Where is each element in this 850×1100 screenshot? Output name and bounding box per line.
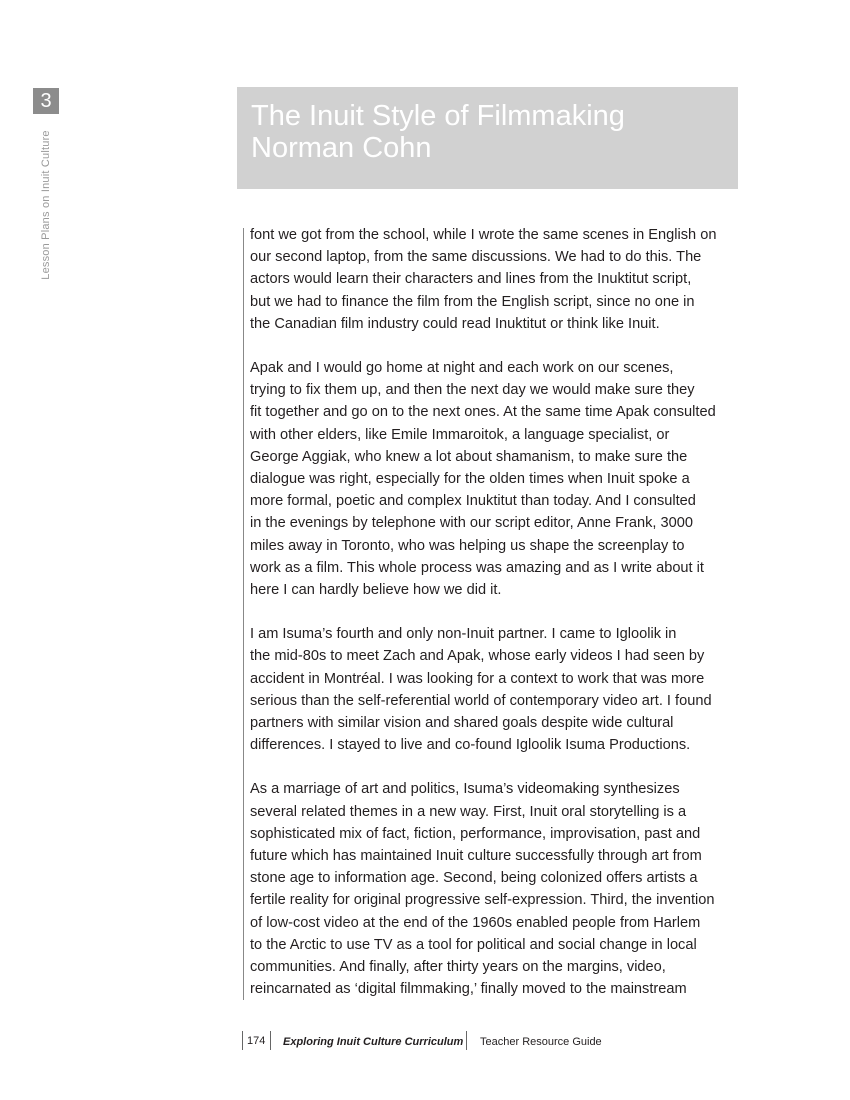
text-line: As a marriage of art and politics, Isuma’s videomaking synthesizes — [250, 781, 680, 798]
footer-divider — [242, 1031, 243, 1050]
text-line: George Aggiak, who knew a lot about shamanism, to make sure the — [250, 448, 688, 465]
text-line: partners with similar vision and shared goals despite wide cultural — [250, 715, 674, 732]
text-line: serious than the self-referential world of contemporary video art. I found — [250, 692, 712, 709]
text-line: in the evenings by telephone with our script editor, Anne Frank, 3000 — [250, 515, 693, 532]
text-line: the Canadian film industry could read Inuktitut or think like Inuit. — [250, 315, 660, 332]
text-line: reincarnated as ‘digital filmmaking,’ finally moved to the mainstream — [250, 981, 687, 998]
text-line: our second laptop, from the same discussions. We had to do this. The — [250, 249, 702, 266]
text-line: accident in Montréal. I was looking for a context to work that was more — [250, 670, 705, 687]
text-line: differences. I stayed to live and co-found Igloolik Isuma Productions. — [250, 737, 691, 754]
text-line: more formal, poetic and complex Inuktitut than today. And I consulted — [250, 493, 696, 510]
text-line: dialogue was right, especially for the olden times when Inuit spoke a — [250, 471, 690, 488]
page-number: 174 — [247, 1035, 266, 1047]
text-line: stone age to information age. Second, being colonized offers artists a — [250, 870, 698, 887]
text-line: with other elders, like Emile Immaroitok, a language specialist, or — [250, 426, 670, 443]
text-line: fit together and go on to the next ones. At the same time Apak consulted — [250, 404, 716, 421]
text-line: miles away in Toronto, who was helping us shape the screenplay to — [250, 537, 685, 554]
page-footer — [0, 1031, 850, 1053]
text-line: font we got from the school, while I wrote the same scenes in English on — [250, 227, 717, 243]
footer-divider — [466, 1031, 467, 1050]
page-author: Norman Cohn — [251, 132, 432, 164]
text-line: future which has maintained Inuit culture successfully through art from — [250, 848, 702, 865]
text-line: several related themes in a new way. First, Inuit oral storytelling is a — [250, 803, 687, 820]
text-line: to the Arctic to use TV as a tool for political and social change in local — [250, 936, 697, 953]
text-line: actors would learn their characters and lines from the Inuktitut script, — [250, 271, 692, 288]
body-text — [250, 224, 740, 1023]
body-left-rule — [243, 228, 244, 1000]
paragraph — [250, 224, 740, 335]
paragraph — [250, 623, 740, 756]
text-line: sophisticated mix of fact, fiction, performance, improvisation, past and — [250, 825, 701, 842]
text-line: here I can hardly believe how we did it. — [250, 582, 502, 599]
publication-title: Exploring Inuit Culture Curriculum — [283, 1036, 464, 1048]
text-line: the mid-80s to meet Zach and Apak, whose early videos I had seen by — [250, 648, 705, 665]
publication-subtitle: Teacher Resource Guide — [480, 1036, 602, 1048]
paragraph — [250, 357, 740, 601]
text-line: but we had to finance the film from the English script, since no one in — [250, 293, 695, 310]
page-title: The Inuit Style of Filmmaking — [251, 100, 625, 132]
text-line: trying to fix them up, and then the next day we would make sure they — [250, 382, 695, 399]
text-line: I am Isuma’s fourth and only non-Inuit partner. I came to Igloolik in — [250, 626, 677, 643]
title-banner — [237, 87, 738, 189]
chapter-side-label: Lesson Plans on Inuit Culture — [40, 130, 52, 280]
text-line: communities. And finally, after thirty years on the margins, video, — [250, 959, 666, 976]
text-line: of low-cost video at the end of the 1960s enabled people from Harlem — [250, 914, 701, 931]
footer-divider — [270, 1031, 271, 1050]
text-line: fertile reality for original progressive self-expression. Third, the invention — [250, 892, 715, 909]
text-line: Apak and I would go home at night and each work on our scenes, — [250, 360, 674, 377]
chapter-number-badge: 3 — [33, 88, 59, 114]
text-line: work as a film. This whole process was amazing and as I write about it — [250, 559, 704, 576]
paragraph — [250, 778, 740, 1000]
